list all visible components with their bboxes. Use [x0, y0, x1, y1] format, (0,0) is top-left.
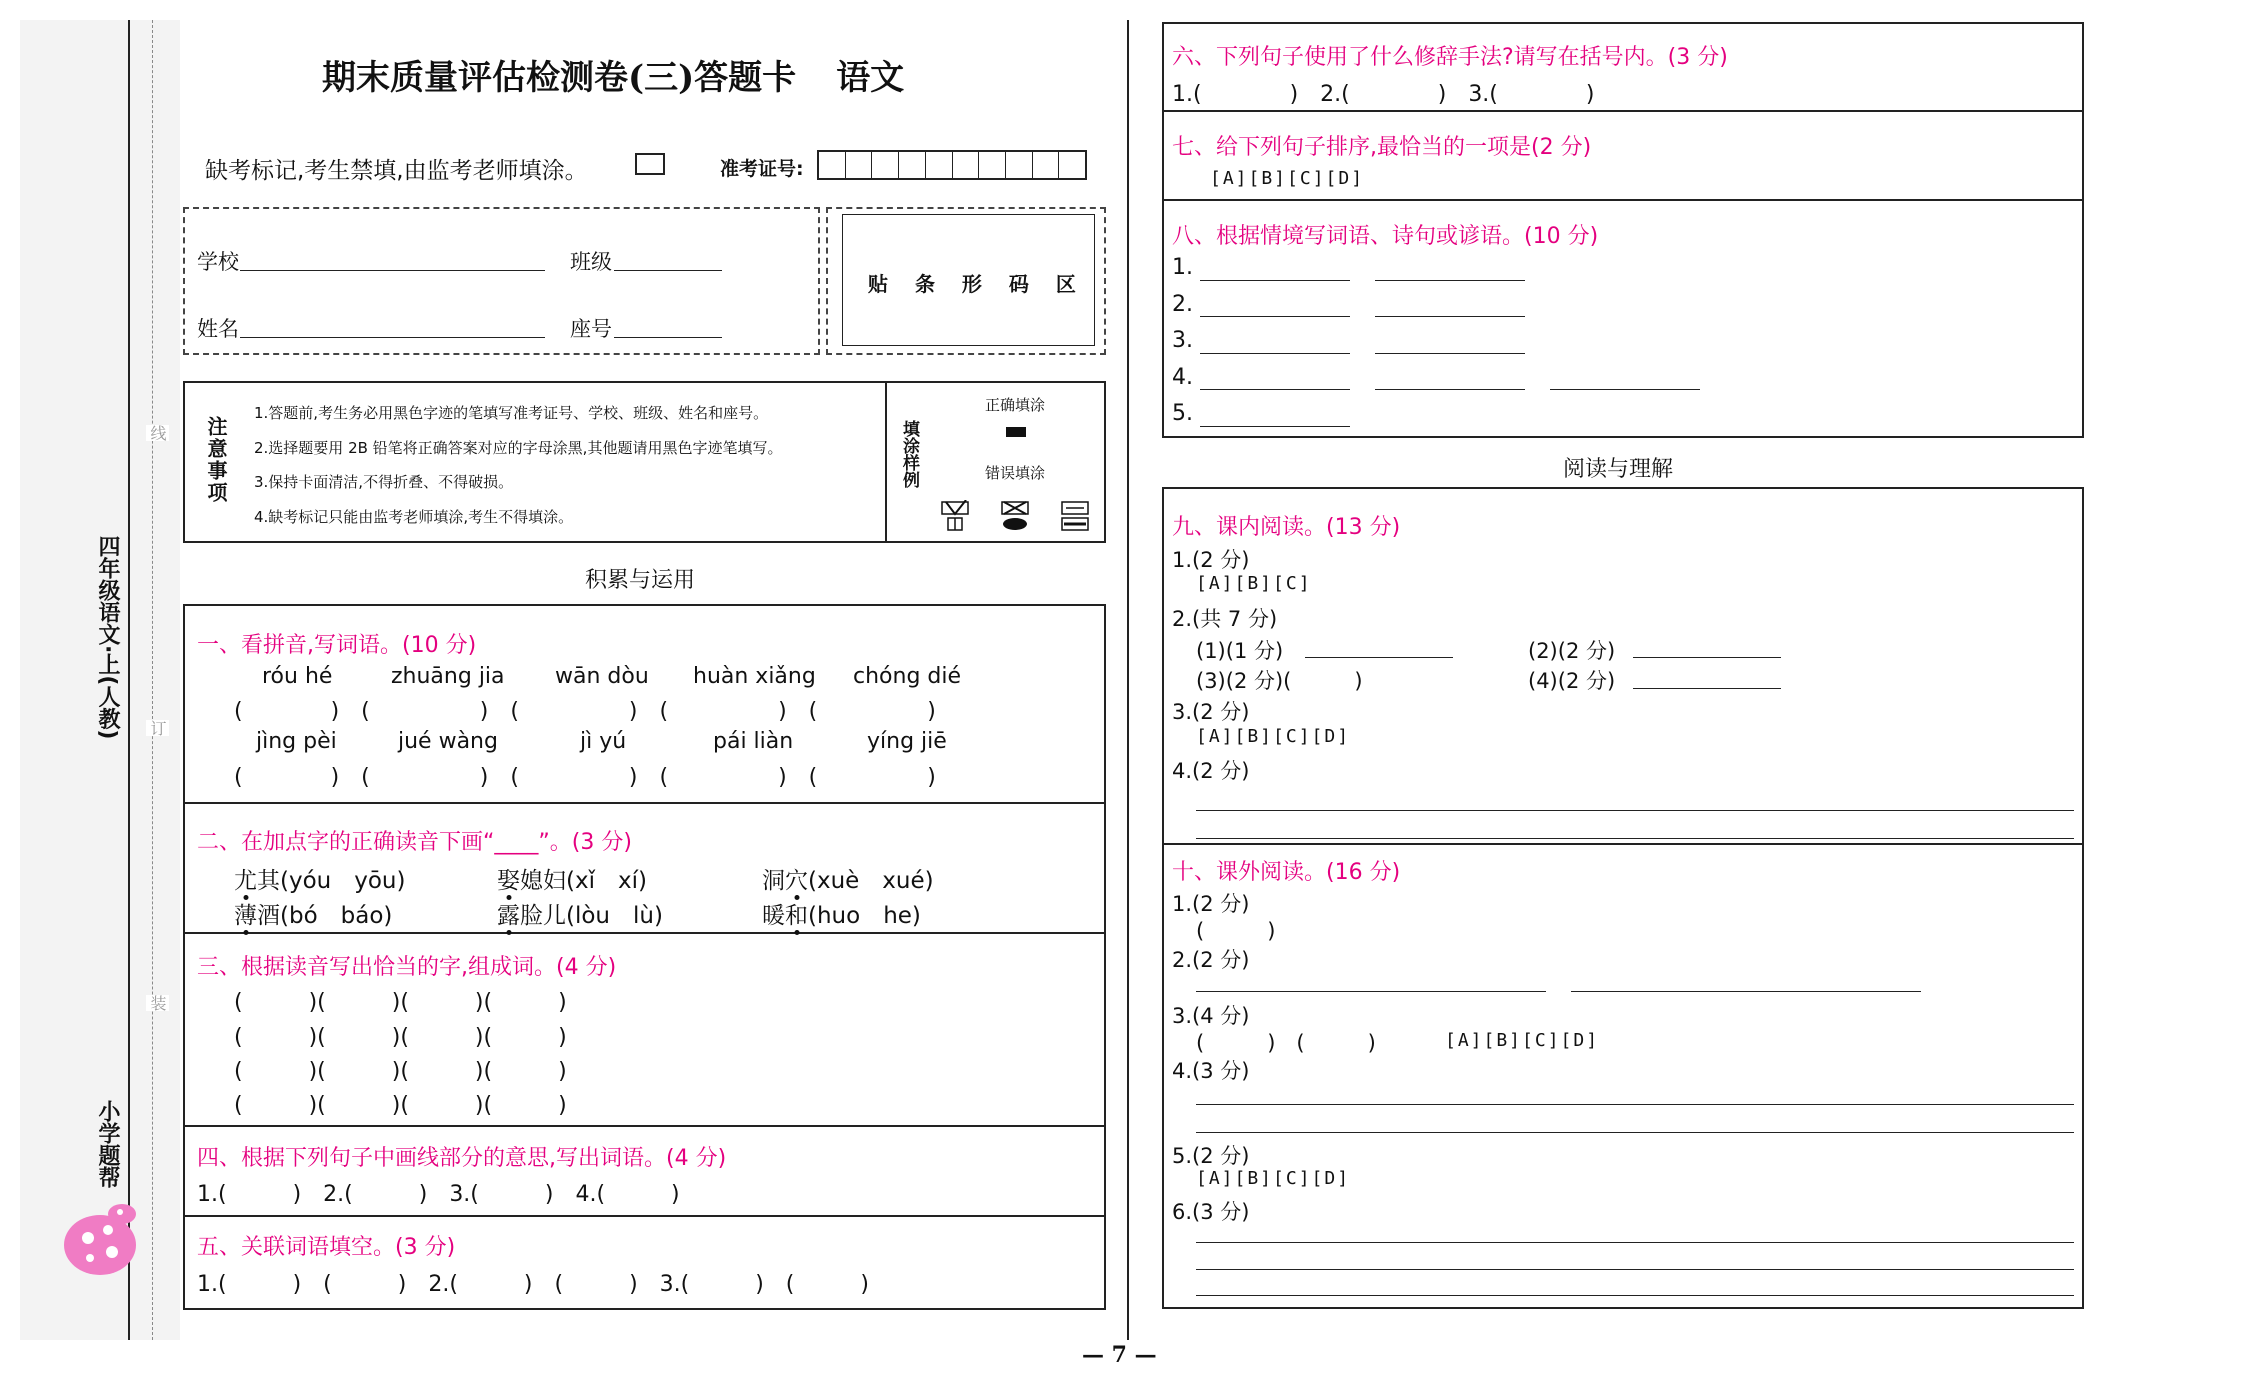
s8-line[interactable] — [1200, 389, 1350, 390]
s9-q2a-line[interactable] — [1305, 657, 1453, 658]
s9-q1-options[interactable]: [A][B][C] — [1196, 573, 1312, 594]
s8-num-5: 5. — [1172, 401, 1193, 426]
s3-row-3[interactable]: ( )( )( )( ) — [234, 1059, 567, 1084]
s10-q6-line[interactable] — [1196, 1242, 2074, 1243]
correct-fill-sample — [1006, 427, 1026, 437]
name-label: 姓名 — [197, 317, 239, 341]
s5-answers[interactable]: 1.( ) ( ) 2.( ) ( ) 3.( ) ( ) — [197, 1272, 869, 1297]
s8-line[interactable] — [1375, 316, 1525, 317]
s9-q2a: (1)(1 分) — [1196, 639, 1284, 663]
pinyin-4: huàn xiǎng — [693, 664, 816, 689]
s3-row-4[interactable]: ( )( )( )( ) — [234, 1093, 567, 1118]
mark-ding: 订 — [148, 720, 167, 736]
brand-label: 小学题帮 — [95, 1100, 120, 1188]
s10-q6-line[interactable] — [1196, 1269, 2074, 1270]
pinyin-6: jìng pèi — [256, 729, 337, 754]
section-6-title: 六、下列句子使用了什么修辞手法?请写在括号内。(3 分) — [1172, 45, 1728, 70]
subject: 语文 — [836, 58, 905, 98]
s6-answers[interactable]: 1.( ) 2.( ) 3.( ) — [1172, 82, 1595, 107]
s8-line[interactable] — [1375, 389, 1525, 390]
s9-q3-options[interactable]: [A][B][C][D] — [1196, 726, 1351, 747]
page-number: — 7 — — [1082, 1342, 1157, 1368]
s10-q2: 2.(2 分) — [1172, 948, 1250, 972]
seat-label: 座号 — [570, 317, 612, 341]
fill-label: 填涂样例 — [899, 420, 919, 488]
exam-id-boxes[interactable] — [817, 150, 1087, 180]
s3-row-2[interactable]: ( )( )( )( ) — [234, 1025, 567, 1050]
exam-id-label: 准考证号: — [720, 158, 804, 180]
binding-line-2 — [152, 20, 153, 1340]
pinyin-10: yíng jiē — [867, 729, 947, 754]
s9-q2c[interactable]: (3)(2 分)( ) — [1196, 669, 1363, 693]
note-item-4: 4.缺考标记只能由监考老师填涂,考生不得填涂。 — [254, 508, 574, 526]
pinyin-1: róu hé — [262, 664, 333, 689]
reading-item-5[interactable]: 露脸儿(lòu lù) — [497, 903, 663, 929]
s8-line[interactable] — [1200, 280, 1350, 281]
reading-heading: 阅读与理解 — [1563, 457, 1674, 482]
s9-q4: 4.(2 分) — [1172, 759, 1250, 783]
s9-q2: 2.(共 7 分) — [1172, 607, 1278, 631]
reading-item-4[interactable]: 薄酒(bó báo) — [234, 903, 393, 929]
mark-line: 线 — [148, 425, 167, 441]
s9-q4-line[interactable] — [1196, 810, 2074, 811]
name-field[interactable] — [240, 337, 545, 338]
reading-item-1[interactable]: 尤其(yóu yōu) — [234, 868, 406, 894]
notes-label: 注意事项 — [204, 416, 228, 504]
reading-item-2[interactable]: 娶媳妇(xǐ xí) — [497, 868, 647, 894]
s9-q2b-line[interactable] — [1633, 657, 1781, 658]
wrong-fill-samples — [940, 500, 1090, 532]
correct-fill-label: 正确填涂 — [985, 396, 1046, 414]
binding-line-1 — [128, 20, 130, 1340]
s3-row-1[interactable]: ( )( )( )( ) — [234, 990, 567, 1015]
pinyin-5: chóng dié — [853, 664, 962, 689]
note-item-3: 3.保持卡面清洁,不得折叠、不得破损。 — [254, 473, 514, 491]
s10-q3-options[interactable]: [A][B][C][D] — [1445, 1030, 1600, 1051]
reading-item-6[interactable]: 暖和(huo he) — [762, 903, 921, 929]
answer-row-1[interactable]: ( ) ( ) ( ) ( ) ( ) — [234, 699, 936, 724]
seat-field[interactable] — [614, 337, 722, 338]
pinyin-3: wān dòu — [555, 664, 649, 689]
section-9-title: 九、课内阅读。(13 分) — [1172, 515, 1401, 540]
s9-q1: 1.(2 分) — [1172, 548, 1250, 572]
grade-label: 四年级语文·上(人教) — [95, 535, 120, 740]
wrong-fill-label: 错误填涂 — [985, 464, 1046, 482]
school-field[interactable] — [240, 270, 545, 271]
s8-num-4: 4. — [1172, 365, 1193, 390]
s10-q6-line[interactable] — [1196, 1295, 2074, 1296]
page-title — [322, 50, 904, 99]
section-2-title: 二、在加点字的正确读音下画“____”。(3 分) — [197, 830, 632, 855]
s8-line[interactable] — [1375, 353, 1525, 354]
s10-q3-answer[interactable]: ( ) ( ) — [1196, 1031, 1376, 1055]
class-field[interactable] — [614, 270, 722, 271]
absent-note: 缺考标记,考生禁填,由监考老师填涂。 — [205, 158, 588, 184]
accum-heading: 积累与运用 — [585, 568, 696, 593]
s10-q2-line[interactable] — [1196, 991, 1546, 992]
pinyin-9: pái liàn — [713, 729, 794, 754]
barcode-label: 贴 条 形 码 区 — [868, 272, 1086, 296]
s8-line[interactable] — [1200, 353, 1350, 354]
section-10-title: 十、课外阅读。(16 分) — [1172, 860, 1401, 885]
section-4-title: 四、根据下列句子中画线部分的意思,写出词语。(4 分) — [197, 1146, 727, 1171]
s9-q2d: (4)(2 分) — [1528, 669, 1616, 693]
section-8-title: 八、根据情境写词语、诗句或谚语。(10 分) — [1172, 224, 1599, 249]
card-title: 期末质量评估检测卷(三)答题卡 — [322, 58, 797, 98]
s9-q2d-line[interactable] — [1633, 688, 1781, 689]
s4-answers[interactable]: 1.( ) 2.( ) 3.( ) 4.( ) — [197, 1182, 680, 1207]
note-item-1: 1.答题前,考生务必用黑色字迹的笔填写准考证号、学校、班级、姓名和座号。 — [254, 404, 769, 422]
section-5-title: 五、关联词语填空。(3 分) — [197, 1235, 456, 1260]
school-label: 学校 — [197, 250, 239, 274]
s10-q1: 1.(2 分) — [1172, 892, 1250, 916]
s10-q5-options[interactable]: [A][B][C][D] — [1196, 1168, 1351, 1189]
pinyin-7: jué wàng — [398, 729, 498, 754]
s8-line[interactable] — [1375, 280, 1525, 281]
note-item-2: 2.选择题要用 2B 铅笔将正确答案对应的字母涂黑,其他题请用黑色字迹笔填写。 — [254, 439, 783, 457]
mark-zhuang: 装 — [148, 995, 167, 1011]
s10-q6: 6.(3 分) — [1172, 1200, 1250, 1224]
s10-q4-line[interactable] — [1196, 1132, 2074, 1133]
page-divider — [1127, 20, 1129, 1340]
s9-q3: 3.(2 分) — [1172, 700, 1250, 724]
pinyin-2: zhuāng jia — [391, 664, 505, 689]
section-3-title: 三、根据读音写出恰当的字,组成词。(4 分) — [197, 955, 617, 980]
s8-num-1: 1. — [1172, 255, 1193, 280]
class-label: 班级 — [570, 250, 612, 274]
s10-q4: 4.(3 分) — [1172, 1059, 1250, 1083]
section-7-title: 七、给下列句子排序,最恰当的一项是(2 分) — [1172, 135, 1592, 160]
reading-item-3[interactable]: 洞穴(xuè xué) — [762, 868, 934, 894]
pinyin-8: jì yú — [580, 729, 627, 754]
s7-options[interactable]: [A][B][C][D] — [1210, 168, 1365, 189]
s8-num-3: 3. — [1172, 328, 1193, 353]
s8-num-2: 2. — [1172, 292, 1193, 317]
section-1-title: 一、看拼音,写词语。(10 分) — [197, 633, 477, 658]
s10-q1-answer[interactable]: ( ) — [1196, 919, 1276, 943]
s9-q2b: (2)(2 分) — [1528, 639, 1616, 663]
s8-line[interactable] — [1550, 389, 1700, 390]
s10-q2-line[interactable] — [1571, 991, 1921, 992]
mushroom-icon — [60, 1200, 140, 1290]
s10-q4-line[interactable] — [1196, 1104, 2074, 1105]
s10-q3: 3.(4 分) — [1172, 1004, 1250, 1028]
info-box — [183, 207, 820, 355]
s9-q4-line[interactable] — [1196, 838, 2074, 839]
absent-checkbox[interactable] — [635, 153, 665, 175]
s8-line[interactable] — [1200, 426, 1350, 427]
s10-q5: 5.(2 分) — [1172, 1144, 1250, 1168]
answer-row-2[interactable]: ( ) ( ) ( ) ( ) ( ) — [234, 765, 936, 790]
s8-line[interactable] — [1200, 316, 1350, 317]
